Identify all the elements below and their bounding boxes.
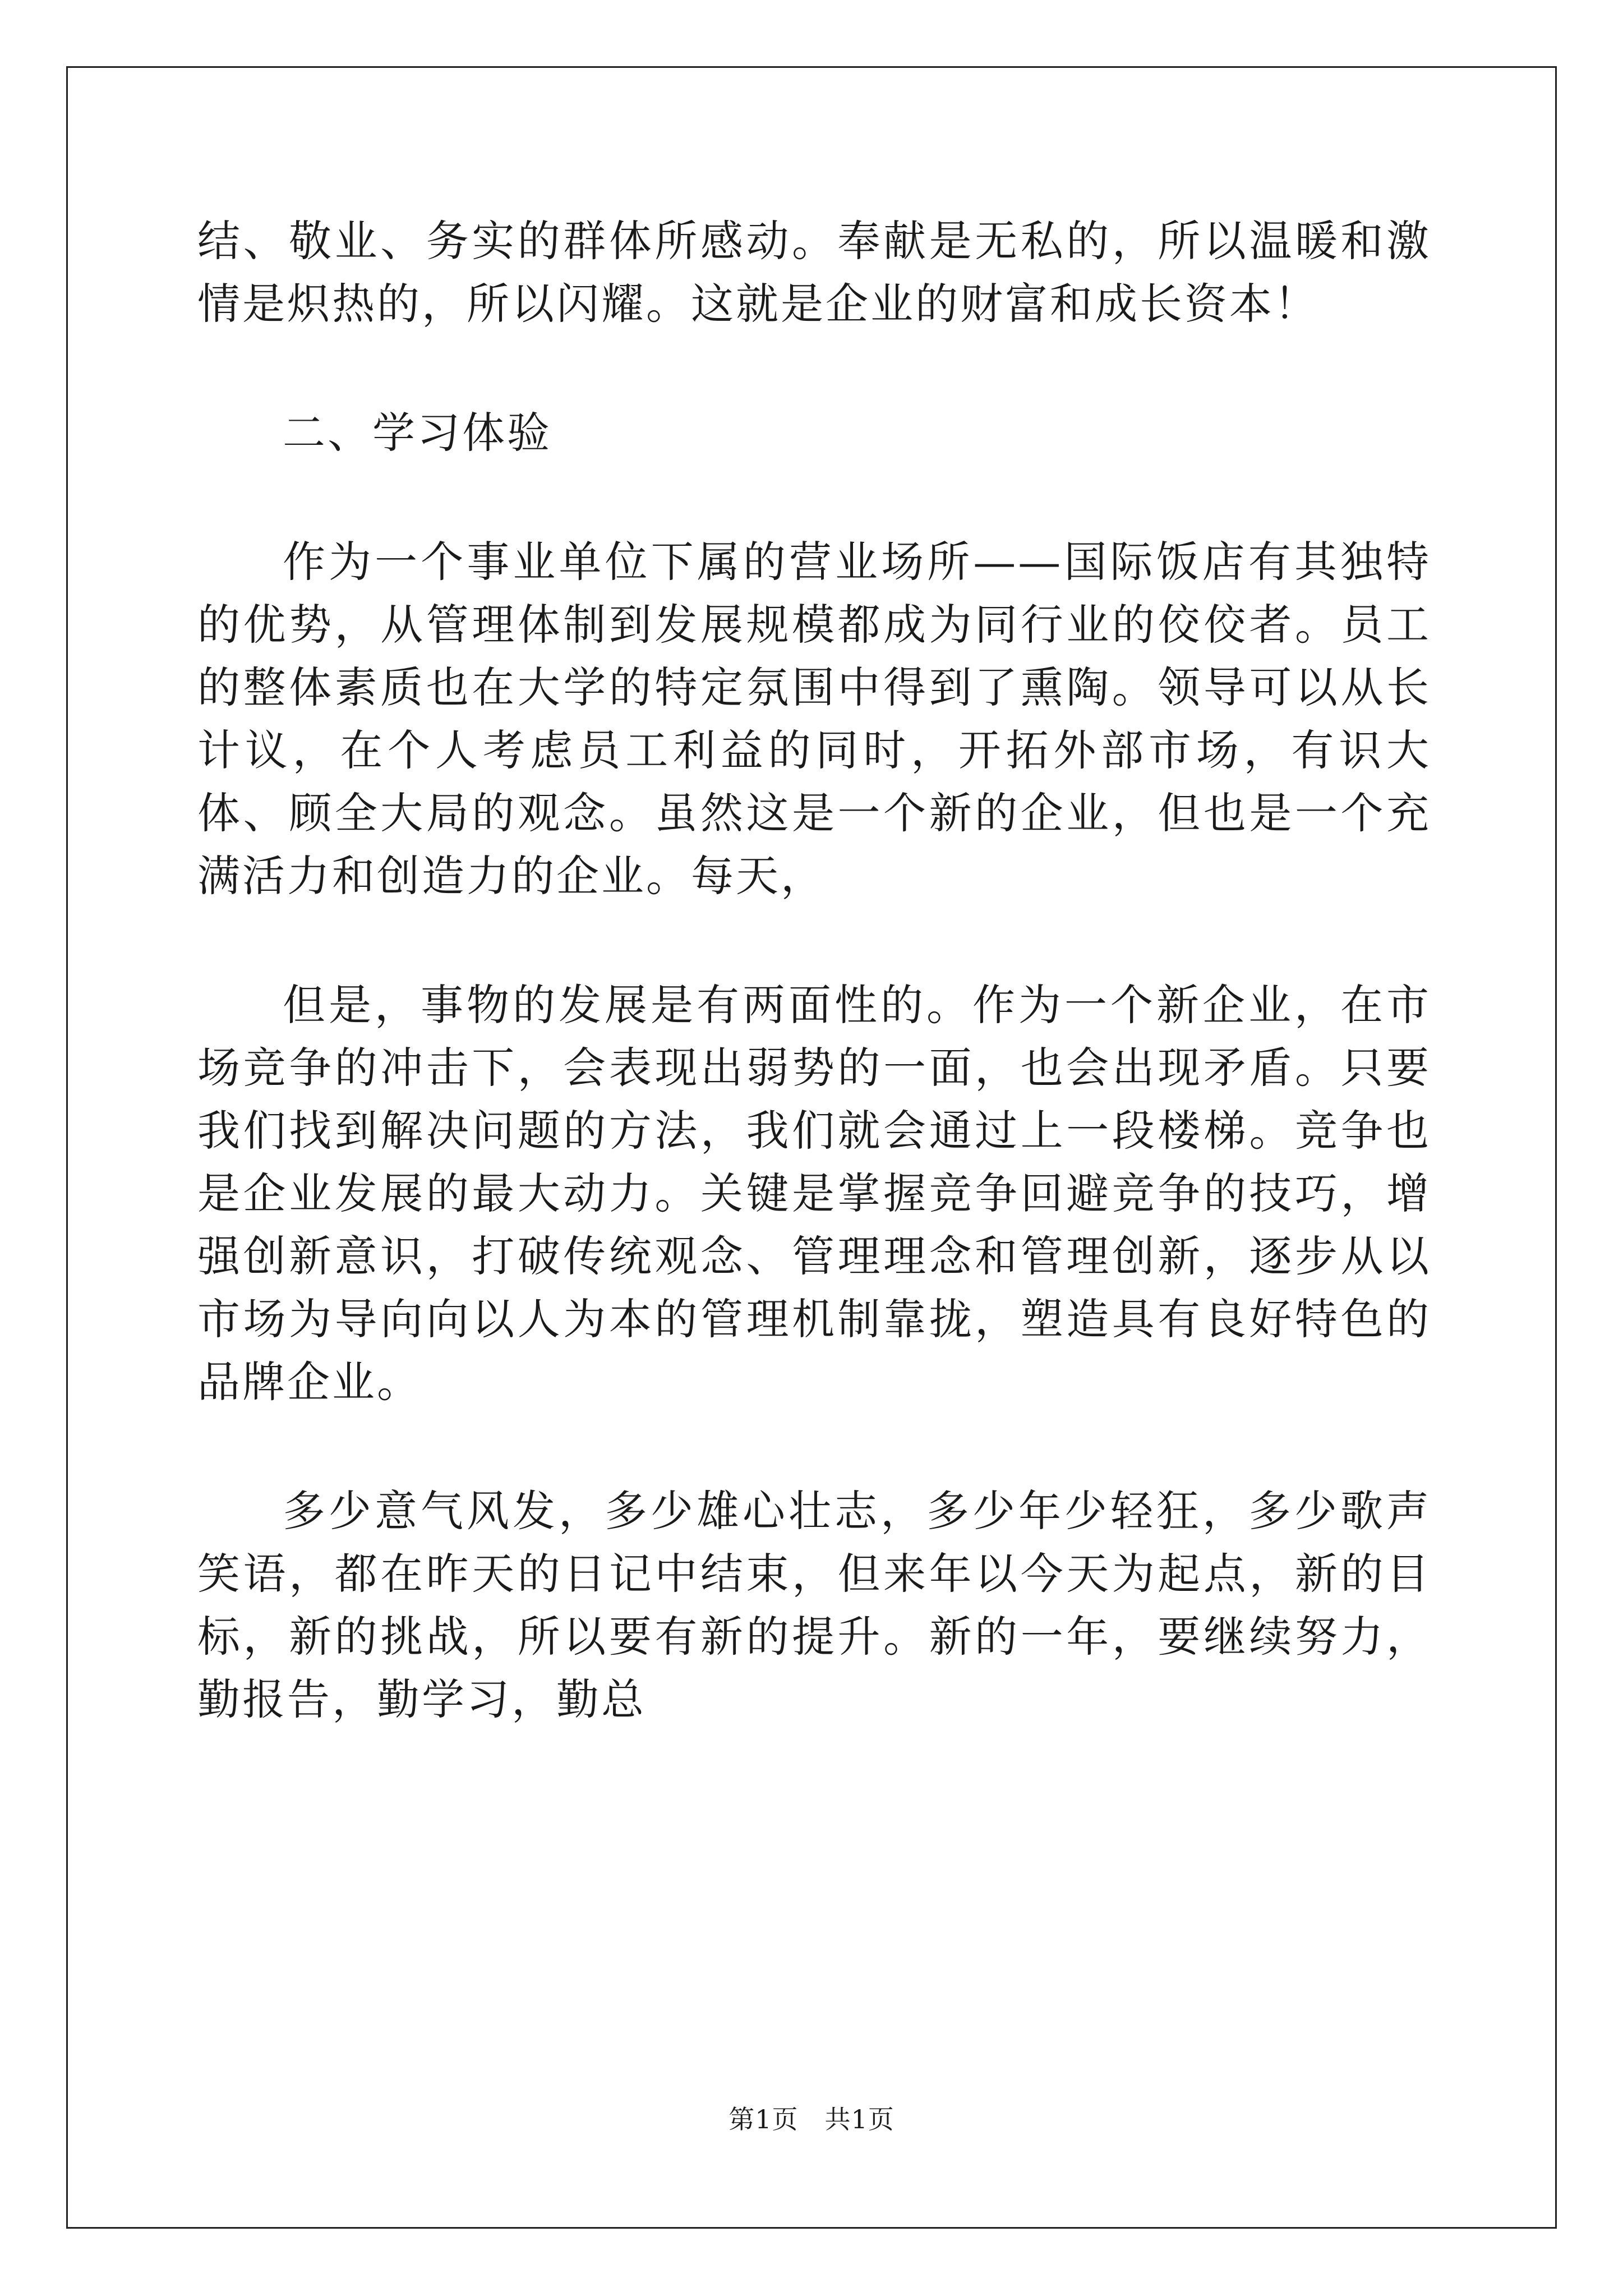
page-number-footer: 第1页 共1页 xyxy=(728,2104,895,2134)
paragraph-4: 多少意气风发，多少雄心壮志，多少年少轻狂，多少歌声笑语，都在昨天的日记中结束，但来年以今天为起点，新的目标，新的挑战，所以要有新的提升。新的一年，要继续努力，勤报告，勤学习，勤总 xyxy=(197,1486,1431,1724)
paragraph-2: 作为一个事业单位下属的营业场所——国际饭店有其独特的优势，从管理体制到发展规模都成为同行业的佼佼者。员工的整体素质也在大学的特定氛围中得到了熏陶。领导可以从长计议，在个人考虑员工利益的同时，开拓外部市场，有识大体、顾全大局的观念。虽然这是一个新的企业，但也是一个充满活力和创造力的企业。每天， xyxy=(197,537,1431,901)
section-heading: 二、学习体验 xyxy=(283,408,552,458)
paragraph-1: 结、敬业、务实的群体所感动。奉献是无私的，所以温暖和激情是炽热的，所以闪耀。这就是企业的财富和成长资本！ xyxy=(197,216,1431,329)
paragraph-3: 但是，事物的发展是有两面性的。作为一个新企业，在市场竞争的冲击下，会表现出弱势的一面，也会出现矛盾。只要我们找到解决问题的方法，我们就会通过上一段楼梯。竞争也是企业发展的最大动力。关键是掌握竞争回避竞争的技巧，增强创新意识，打破传统观念、管理理念和管理创新，逐步从以市场为导向向以人为本的管理机制靠拢，塑造具有良好特色的品牌企业。 xyxy=(197,980,1431,1407)
document-body xyxy=(197,210,1431,1797)
